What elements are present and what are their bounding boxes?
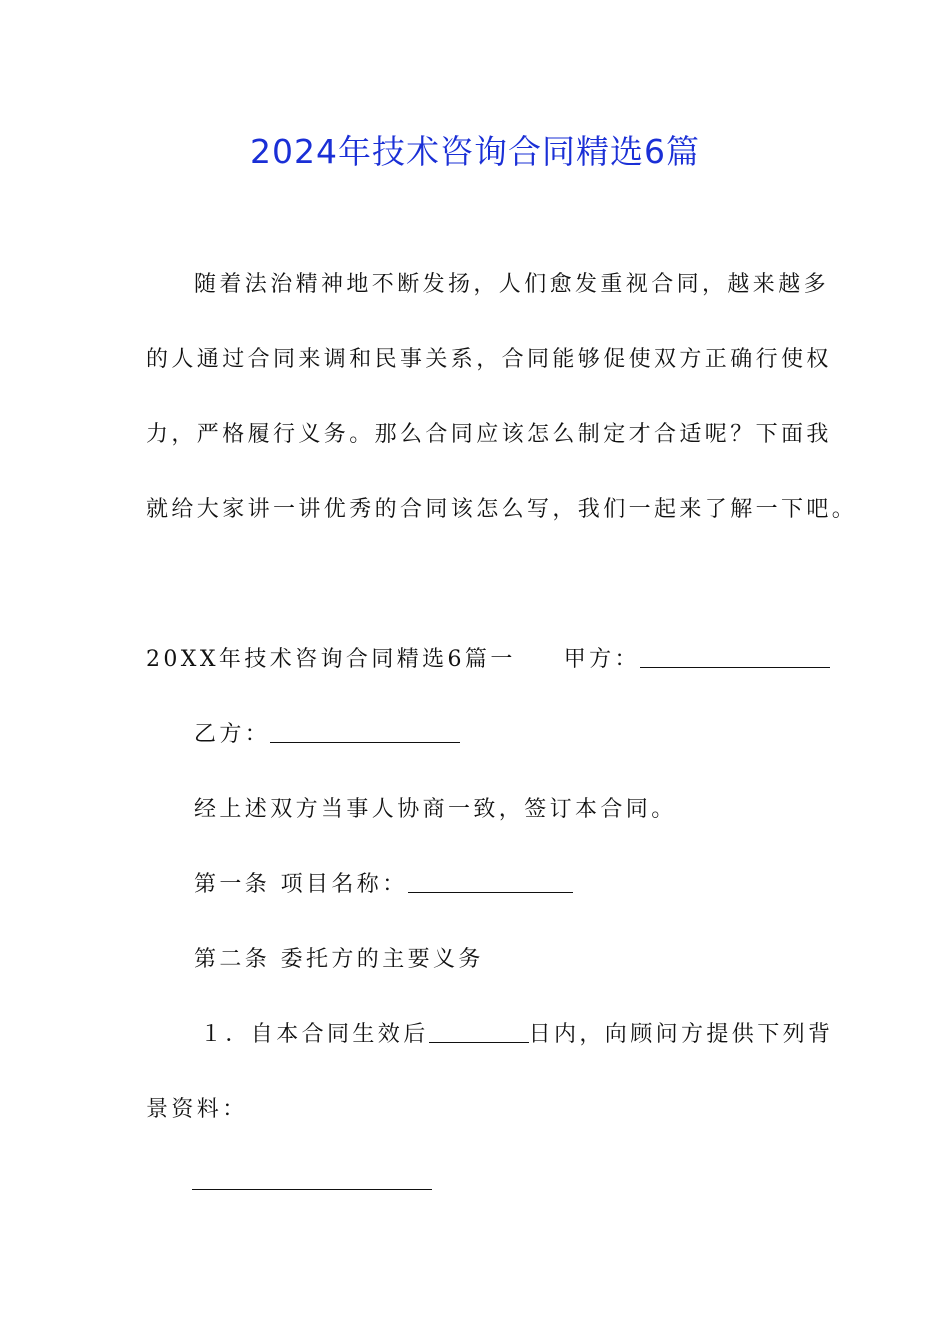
party-b-label: 乙方： [194,722,271,747]
item-1-text-a: １．自本合同生效后 [200,1022,429,1047]
intro-line-2: 的人通过合同来调和民事关系，合同能够促使双方正确行使权 [146,347,832,372]
intro-line-1: 随着法治精神地不断发扬，人们愈发重视合同，越来越多 [194,272,830,297]
article-2-heading: 第二条 委托方的主要义务 [194,947,484,972]
article-1-row [194,868,573,902]
item-1-continuation: 景资料： [146,1097,248,1122]
party-a-blank [640,647,830,668]
section-heading: 20XX年技术咨询合同精选6篇一 [146,647,516,672]
intro-line-3: 力，严格履行义务。那么合同应该怎么制定才合适呢？下面我 [146,422,832,447]
article-1-label: 第一条 项目名称： [194,872,408,897]
days-blank [429,1022,529,1043]
party-b-row [194,718,460,752]
item-1-row [200,1018,833,1052]
intro-line-4: 就给大家讲一讲优秀的合同该怎么写，我们一起来了解一下吧。 [146,497,858,522]
party-a-label: 甲方： [563,647,640,672]
project-name-blank [408,872,573,893]
section-heading-row [146,643,830,677]
party-b-blank [270,722,460,743]
document-title: 2024年技术咨询合同精选6篇 [250,132,700,171]
materials-blank-line [192,1189,432,1190]
item-1-text-b: 日内，向顾问方提供下列背 [528,1022,834,1047]
agreement-line: 经上述双方当事人协商一致，签订本合同。 [194,797,677,822]
